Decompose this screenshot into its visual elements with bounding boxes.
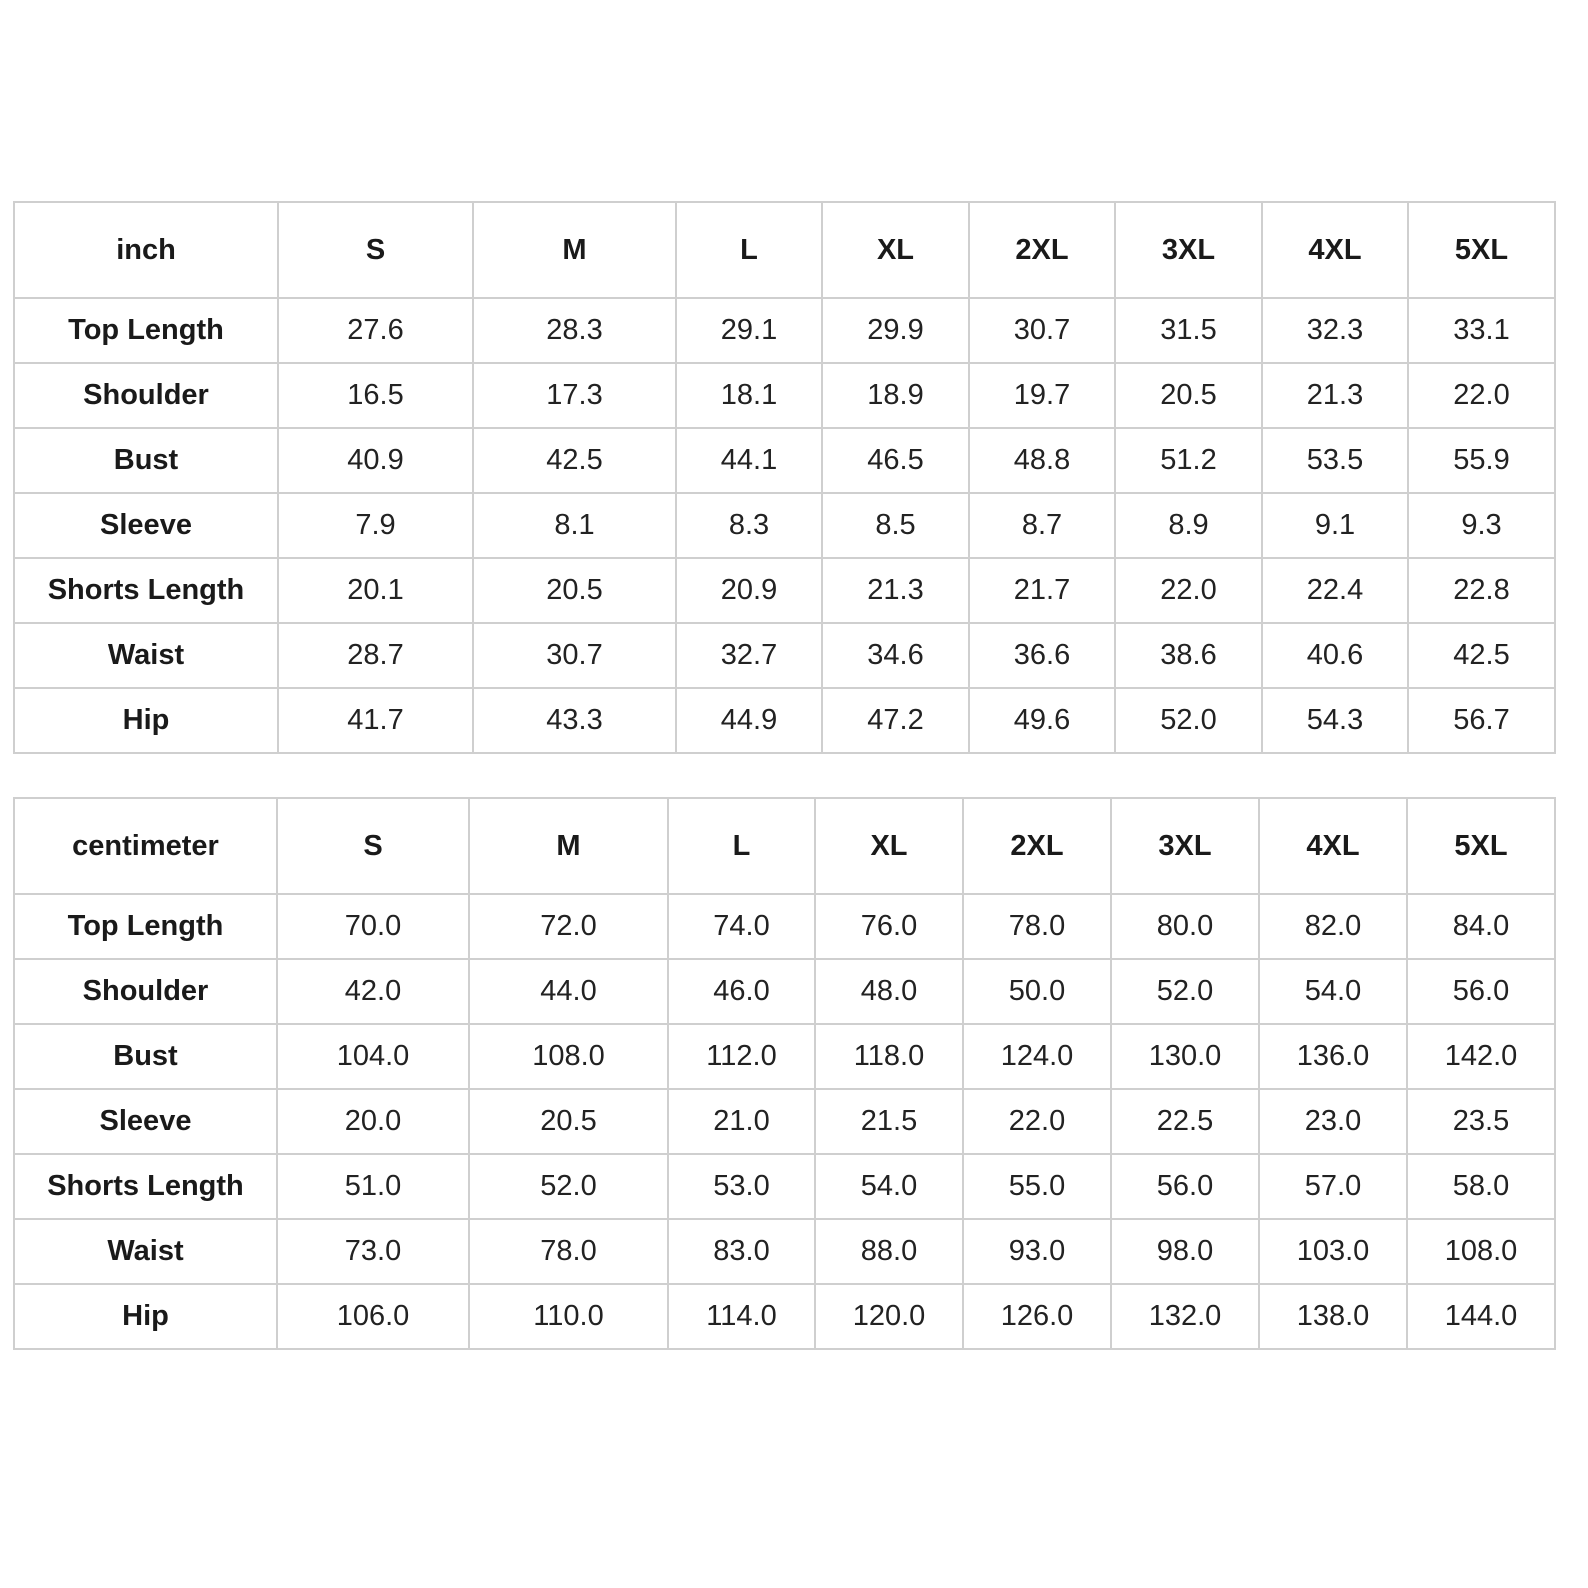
measurement-value: 32.7	[676, 623, 822, 688]
measurement-value: 43.3	[473, 688, 676, 753]
measurement-value: 23.5	[1407, 1089, 1555, 1154]
measurement-value: 118.0	[815, 1024, 963, 1089]
measurement-value: 136.0	[1259, 1024, 1407, 1089]
table-row	[14, 959, 1555, 1024]
size-header-m: M	[469, 798, 668, 894]
size-header-xl: XL	[822, 202, 969, 298]
measurement-value: 83.0	[668, 1219, 815, 1284]
measurement-label: Waist	[14, 1219, 277, 1284]
table-row	[14, 298, 1555, 363]
table-body	[14, 894, 1555, 1349]
measurement-value: 57.0	[1259, 1154, 1407, 1219]
size-header-s: S	[277, 798, 469, 894]
table-row	[14, 1089, 1555, 1154]
measurement-value: 27.6	[278, 298, 473, 363]
measurement-value: 30.7	[969, 298, 1115, 363]
measurement-value: 114.0	[668, 1284, 815, 1349]
measurement-value: 82.0	[1259, 894, 1407, 959]
measurement-value: 20.9	[676, 558, 822, 623]
measurement-value: 51.0	[277, 1154, 469, 1219]
measurement-value: 31.5	[1115, 298, 1262, 363]
measurement-value: 19.7	[969, 363, 1115, 428]
measurement-value: 28.7	[278, 623, 473, 688]
measurement-value: 42.0	[277, 959, 469, 1024]
measurement-value: 56.0	[1407, 959, 1555, 1024]
measurement-value: 34.6	[822, 623, 969, 688]
size-header-l: L	[676, 202, 822, 298]
measurement-value: 46.5	[822, 428, 969, 493]
measurement-value: 58.0	[1407, 1154, 1555, 1219]
measurement-value: 20.5	[473, 558, 676, 623]
measurement-value: 108.0	[469, 1024, 668, 1089]
measurement-value: 9.1	[1262, 493, 1408, 558]
measurement-value: 18.1	[676, 363, 822, 428]
unit-label: centimeter	[14, 798, 277, 894]
size-header-2xl: 2XL	[969, 202, 1115, 298]
size-header-5xl: 5XL	[1408, 202, 1555, 298]
measurement-value: 22.0	[1115, 558, 1262, 623]
measurement-value: 46.0	[668, 959, 815, 1024]
measurement-value: 56.7	[1408, 688, 1555, 753]
measurement-value: 22.5	[1111, 1089, 1259, 1154]
measurement-value: 110.0	[469, 1284, 668, 1349]
size-header-m: M	[473, 202, 676, 298]
table-row	[14, 894, 1555, 959]
table-row	[14, 623, 1555, 688]
measurement-label: Top Length	[14, 894, 277, 959]
measurement-value: 52.0	[1115, 688, 1262, 753]
table-row	[14, 1219, 1555, 1284]
measurement-value: 73.0	[277, 1219, 469, 1284]
table-row	[14, 493, 1555, 558]
measurement-value: 103.0	[1259, 1219, 1407, 1284]
measurement-value: 106.0	[277, 1284, 469, 1349]
measurement-value: 21.3	[1262, 363, 1408, 428]
table-row	[14, 558, 1555, 623]
measurement-label: Bust	[14, 428, 278, 493]
measurement-value: 138.0	[1259, 1284, 1407, 1349]
measurement-value: 84.0	[1407, 894, 1555, 959]
unit-label: inch	[14, 202, 278, 298]
measurement-value: 130.0	[1111, 1024, 1259, 1089]
measurement-value: 44.1	[676, 428, 822, 493]
measurement-value: 28.3	[473, 298, 676, 363]
table-row	[14, 688, 1555, 753]
measurement-value: 54.0	[815, 1154, 963, 1219]
measurement-value: 40.6	[1262, 623, 1408, 688]
measurement-value: 29.9	[822, 298, 969, 363]
measurement-value: 30.7	[473, 623, 676, 688]
measurement-value: 8.3	[676, 493, 822, 558]
measurement-label: Shoulder	[14, 363, 278, 428]
size-header-2xl: 2XL	[963, 798, 1111, 894]
measurement-label: Shorts Length	[14, 558, 278, 623]
measurement-value: 88.0	[815, 1219, 963, 1284]
measurement-label: Shoulder	[14, 959, 277, 1024]
measurement-value: 44.0	[469, 959, 668, 1024]
measurement-value: 42.5	[1408, 623, 1555, 688]
table-row	[14, 363, 1555, 428]
measurement-label: Shorts Length	[14, 1154, 277, 1219]
measurement-value: 120.0	[815, 1284, 963, 1349]
size-header-5xl: 5XL	[1407, 798, 1555, 894]
measurement-label: Top Length	[14, 298, 278, 363]
measurement-value: 144.0	[1407, 1284, 1555, 1349]
measurement-label: Waist	[14, 623, 278, 688]
table-row	[14, 428, 1555, 493]
measurement-value: 80.0	[1111, 894, 1259, 959]
measurement-value: 29.1	[676, 298, 822, 363]
measurement-value: 9.3	[1408, 493, 1555, 558]
measurement-value: 22.0	[963, 1089, 1111, 1154]
measurement-value: 53.5	[1262, 428, 1408, 493]
measurement-value: 41.7	[278, 688, 473, 753]
measurement-value: 21.3	[822, 558, 969, 623]
centimeter-size-table	[13, 797, 1556, 1350]
table-row	[14, 1024, 1555, 1089]
measurement-value: 38.6	[1115, 623, 1262, 688]
measurement-value: 52.0	[469, 1154, 668, 1219]
size-header-s: S	[278, 202, 473, 298]
measurement-value: 70.0	[277, 894, 469, 959]
measurement-label: Hip	[14, 688, 278, 753]
measurement-value: 44.9	[676, 688, 822, 753]
size-header-4xl: 4XL	[1259, 798, 1407, 894]
measurement-value: 132.0	[1111, 1284, 1259, 1349]
size-header-3xl: 3XL	[1111, 798, 1259, 894]
measurement-value: 104.0	[277, 1024, 469, 1089]
measurement-value: 93.0	[963, 1219, 1111, 1284]
measurement-value: 33.1	[1408, 298, 1555, 363]
measurement-value: 42.5	[473, 428, 676, 493]
measurement-label: Hip	[14, 1284, 277, 1349]
measurement-value: 22.4	[1262, 558, 1408, 623]
measurement-value: 52.0	[1111, 959, 1259, 1024]
measurement-value: 8.9	[1115, 493, 1262, 558]
measurement-value: 8.1	[473, 493, 676, 558]
size-header-l: L	[668, 798, 815, 894]
measurement-value: 51.2	[1115, 428, 1262, 493]
measurement-value: 54.3	[1262, 688, 1408, 753]
measurement-value: 56.0	[1111, 1154, 1259, 1219]
measurement-value: 48.8	[969, 428, 1115, 493]
measurement-value: 21.7	[969, 558, 1115, 623]
measurement-value: 48.0	[815, 959, 963, 1024]
measurement-value: 22.0	[1408, 363, 1555, 428]
table-row	[14, 1284, 1555, 1349]
measurement-value: 78.0	[963, 894, 1111, 959]
size-header-3xl: 3XL	[1115, 202, 1262, 298]
measurement-value: 40.9	[278, 428, 473, 493]
measurement-value: 76.0	[815, 894, 963, 959]
size-header-xl: XL	[815, 798, 963, 894]
measurement-value: 20.5	[1115, 363, 1262, 428]
measurement-value: 54.0	[1259, 959, 1407, 1024]
measurement-value: 36.6	[969, 623, 1115, 688]
measurement-value: 21.5	[815, 1089, 963, 1154]
measurement-value: 112.0	[668, 1024, 815, 1089]
measurement-value: 142.0	[1407, 1024, 1555, 1089]
measurement-value: 21.0	[668, 1089, 815, 1154]
measurement-value: 18.9	[822, 363, 969, 428]
measurement-value: 7.9	[278, 493, 473, 558]
measurement-label: Sleeve	[14, 493, 278, 558]
measurement-value: 55.0	[963, 1154, 1111, 1219]
measurement-value: 49.6	[969, 688, 1115, 753]
measurement-value: 20.5	[469, 1089, 668, 1154]
table-body	[14, 298, 1555, 753]
measurement-label: Sleeve	[14, 1089, 277, 1154]
table-row	[14, 1154, 1555, 1219]
measurement-value: 20.1	[278, 558, 473, 623]
inch-size-table	[13, 201, 1556, 754]
measurement-value: 50.0	[963, 959, 1111, 1024]
measurement-value: 72.0	[469, 894, 668, 959]
measurement-value: 22.8	[1408, 558, 1555, 623]
header-row	[14, 798, 1555, 894]
measurement-value: 17.3	[473, 363, 676, 428]
measurement-value: 78.0	[469, 1219, 668, 1284]
measurement-value: 55.9	[1408, 428, 1555, 493]
measurement-value: 98.0	[1111, 1219, 1259, 1284]
measurement-value: 53.0	[668, 1154, 815, 1219]
measurement-value: 108.0	[1407, 1219, 1555, 1284]
measurement-value: 16.5	[278, 363, 473, 428]
measurement-value: 20.0	[277, 1089, 469, 1154]
measurement-value: 124.0	[963, 1024, 1111, 1089]
measurement-value: 8.7	[969, 493, 1115, 558]
size-header-4xl: 4XL	[1262, 202, 1408, 298]
measurement-value: 23.0	[1259, 1089, 1407, 1154]
measurement-value: 8.5	[822, 493, 969, 558]
measurement-label: Bust	[14, 1024, 277, 1089]
measurement-value: 126.0	[963, 1284, 1111, 1349]
measurement-value: 47.2	[822, 688, 969, 753]
measurement-value: 32.3	[1262, 298, 1408, 363]
measurement-value: 74.0	[668, 894, 815, 959]
header-row	[14, 202, 1555, 298]
